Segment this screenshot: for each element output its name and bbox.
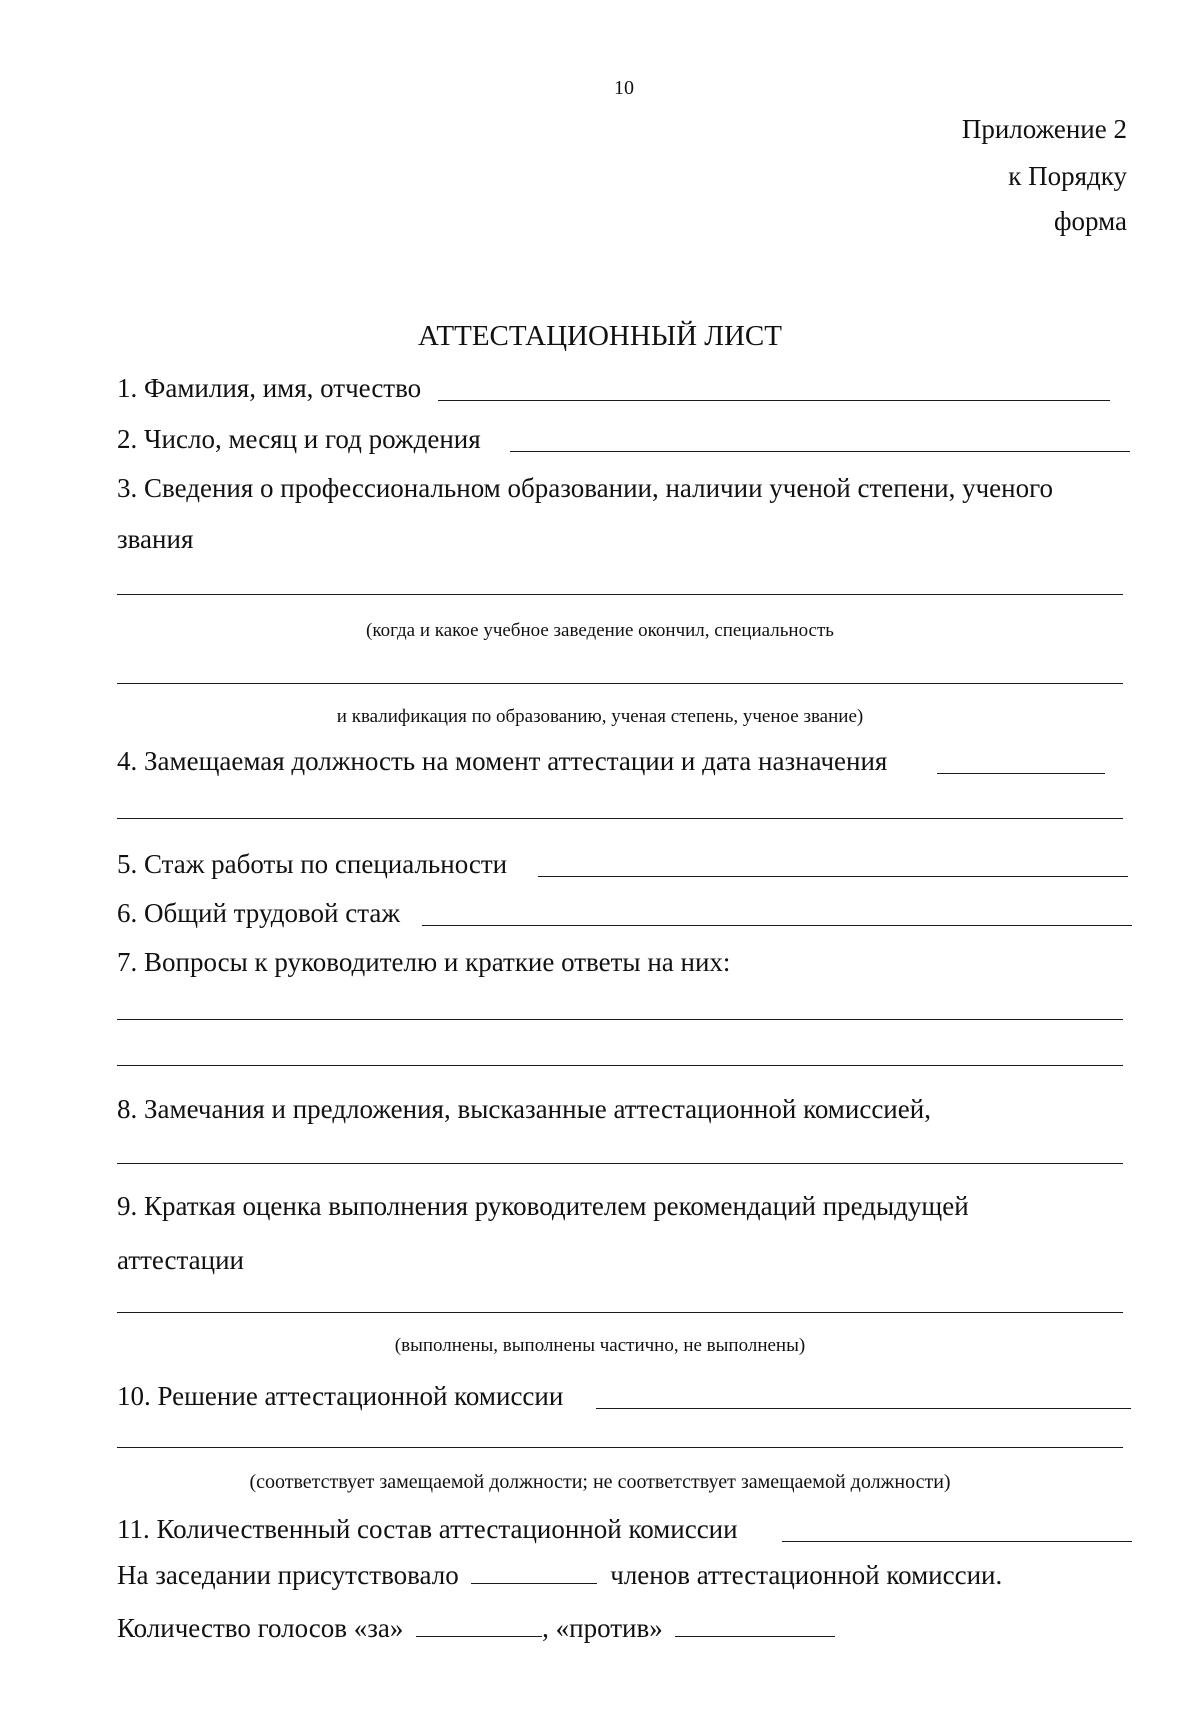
field-decision-hint: (соответствует замещаемой должности; не соответствует замещаемой должности) [249,1471,951,1493]
votes-for-blank[interactable] [416,1616,542,1637]
page-number: 10 [614,77,634,99]
votes-against-label: , «против» [542,1613,663,1643]
attendance-suffix: членов аттестационной комиссии. [610,1560,1003,1590]
votes-against-blank[interactable] [675,1616,835,1637]
field-birth-date-line[interactable] [510,451,1130,452]
form-label: форма [1054,206,1127,236]
votes-for-label: Количество голосов «за» [117,1613,404,1643]
attendance-line [117,1559,1002,1591]
field-specialty-experience-label: 5. Стаж работы по специальности [117,849,508,879]
field-assessment-label-cont: аттестации [117,1245,244,1275]
field-assessment-label: 9. Краткая оценка выполнения руководителем рекомендаций предыдущей [117,1191,969,1221]
field-education-label: 3. Сведения о профессиональном образовании, наличии ученой степени, ученого [117,473,1054,503]
field-remarks-line[interactable] [117,1163,1123,1164]
field-questions-line-1[interactable] [117,1019,1123,1020]
field-assessment-line[interactable] [117,1312,1123,1313]
document-title: АТТЕСТАЦИОННЫЙ ЛИСТ [418,320,782,352]
field-commission-size-label: 11. Количественный состав аттестационной комиссии [117,1514,738,1544]
field-education-line-2[interactable] [117,683,1123,684]
field-assessment-hint: (выполнены, выполнены частично, не выполнены) [394,1335,806,1356]
field-full-name-line[interactable] [438,400,1110,401]
field-decision-line[interactable] [117,1447,1123,1448]
field-questions-line-2[interactable] [117,1065,1123,1066]
appendix-reference: к Порядку [1008,161,1127,191]
field-education-hint-1: (когда и какое учебное заведение окончил, специальность [366,620,834,641]
field-position-line[interactable] [117,818,1123,819]
field-position-label: 4. Замещаемая должность на момент аттестации и дата назначения [117,746,888,776]
field-remarks-label: 8. Замечания и предложения, высказанные аттестационной комиссией, [117,1094,931,1124]
field-education-hint-2: и квалификация по образованию, ученая степень, ученое звание) [336,706,864,727]
field-total-experience-label: 6. Общий трудовой стаж [117,898,400,928]
votes-line [117,1612,835,1644]
field-position-line-short[interactable] [937,773,1105,774]
field-decision-label: 10. Решение аттестационной комиссии [117,1381,564,1411]
attendance-count-blank[interactable] [471,1563,597,1584]
field-birth-date-label: 2. Число, месяц и год рождения [117,424,481,454]
field-education-label-cont: звания [117,524,194,554]
appendix-label: Приложение 2 [961,114,1127,144]
field-education-line-1[interactable] [117,594,1123,595]
field-specialty-experience-line[interactable] [538,876,1128,877]
field-total-experience-line[interactable] [422,925,1132,926]
field-commission-size-line[interactable] [782,1541,1132,1542]
field-full-name-label: 1. Фамилия, имя, отчество [117,373,422,403]
field-decision-line-short[interactable] [596,1408,1131,1409]
attendance-label: На заседании присутствовало [117,1560,459,1590]
field-questions-label: 7. Вопросы к руководителю и краткие ответы на них: [117,947,731,977]
